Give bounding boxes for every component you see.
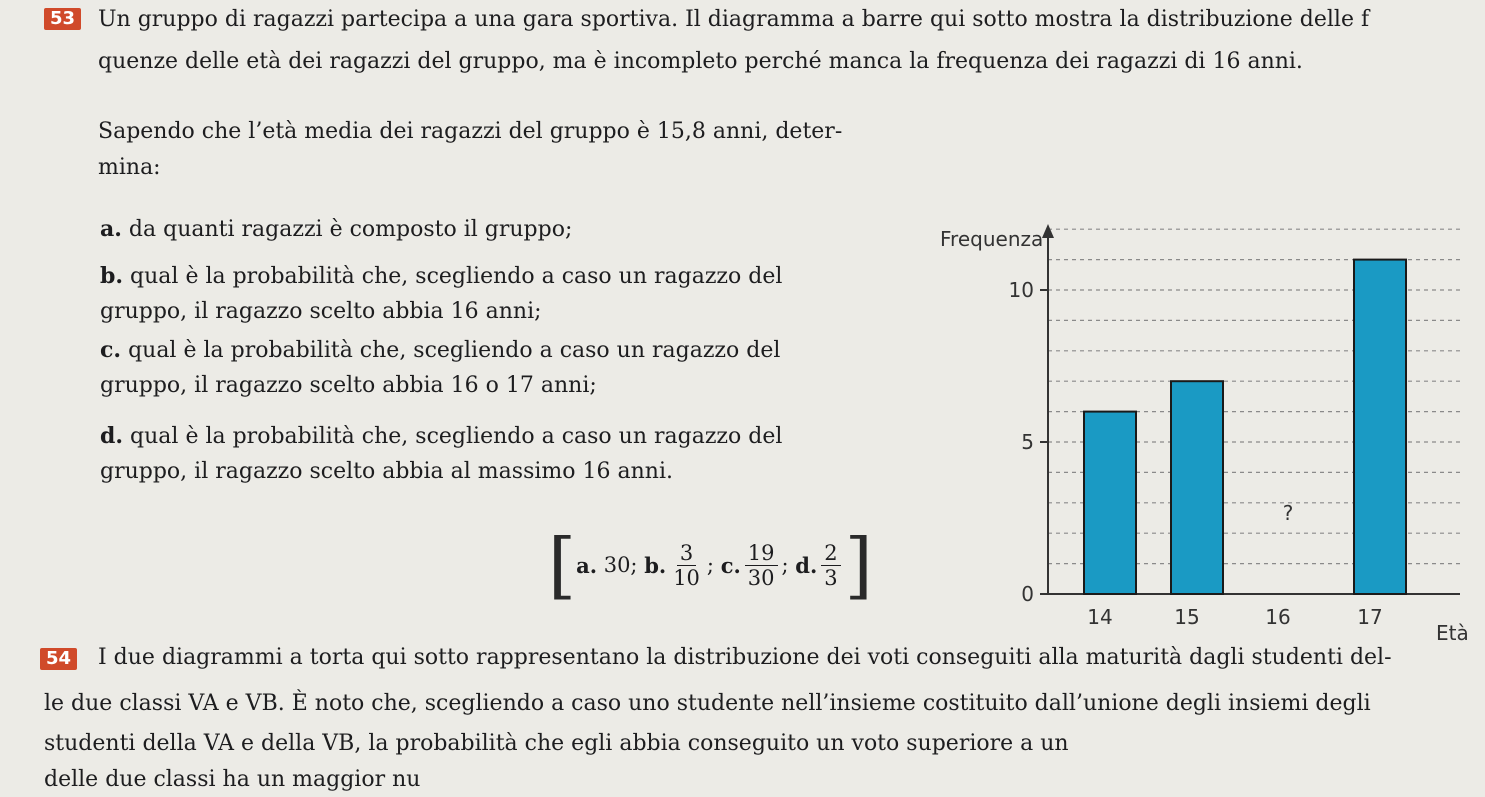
- x-tick-label: 16: [1265, 605, 1291, 629]
- missing-frequency-marker: ?: [1282, 501, 1294, 525]
- ex53-text-line-3: Sapendo che l’età media dei ragazzi del gruppo è 15,8 anni, deter-: [98, 119, 843, 144]
- item-text: qual è la probabilità che, scegliendo a caso un ragazzo del: [130, 424, 783, 449]
- answer-c-separator: ;: [781, 553, 789, 577]
- ex54-text-line-3: studenti della VA e della VB, la probabilità che egli abbia conseguito un voto superiore a un: [44, 731, 1069, 756]
- item-label: a.: [100, 216, 122, 242]
- y-tick-label: 10: [1008, 278, 1034, 302]
- y-axis-arrow: [1042, 224, 1054, 238]
- item-text: da quanti ragazzi è composto il gruppo;: [128, 217, 573, 242]
- answer-c-label: c.: [720, 552, 741, 578]
- y-axis-title: Frequenza: [940, 227, 1044, 251]
- ex54-text-line-4: delle due classi ha un maggior nu: [44, 767, 421, 792]
- answer-d-denominator: 3: [824, 565, 838, 590]
- x-axis-title: Età: [1436, 621, 1469, 645]
- bar-15: [1171, 381, 1223, 594]
- item-label: d.: [100, 423, 124, 449]
- bar-17: [1354, 260, 1406, 594]
- ex54-text-line-1: I due diagrammi a torta qui sotto rappresentano la distribuzione dei voti conseguiti alla maturità dagli studenti del-: [98, 645, 1392, 670]
- answer-b-separator: ;: [706, 553, 714, 577]
- y-tick-label: 5: [1021, 430, 1034, 454]
- ex53-text-line-4: mina:: [98, 155, 161, 180]
- ex54-text-line-2: le due classi VA e VB. È noto che, scegliendo a caso uno studente nell’insieme costituito dall’unione degli insiemi degli: [44, 691, 1371, 716]
- answer-d-label: d.: [795, 552, 818, 578]
- ex53-text-line-1: Un gruppo di ragazzi partecipa a una gara sportiva. Il diagramma a barre qui sotto mostra la distribuzione delle f: [98, 7, 1370, 32]
- item-label: b.: [100, 263, 124, 289]
- answer-c-numerator: 19: [745, 541, 778, 566]
- answer-b-numerator: 3: [677, 541, 696, 566]
- answer-b-denominator: 10: [673, 565, 700, 590]
- bar-14: [1084, 412, 1136, 594]
- right-bracket: ]: [844, 523, 873, 607]
- ex53-item-c-line-2: gruppo, il ragazzo scelto abbia 16 o 17 anni;: [100, 373, 597, 398]
- ex53-item-b-line-2: gruppo, il ragazzo scelto abbia 16 anni;: [100, 299, 542, 324]
- x-tick-label: 17: [1357, 605, 1383, 629]
- answer-d-numerator: 2: [821, 541, 840, 566]
- item-text: qual è la probabilità che, scegliendo a caso un ragazzo del: [130, 264, 783, 289]
- item-text: qual è la probabilità che, scegliendo a caso un ragazzo del: [128, 338, 781, 363]
- x-tick-label: 15: [1174, 605, 1200, 629]
- ex53-item-d-line-2: gruppo, il ragazzo scelto abbia al massimo 16 anni.: [100, 459, 673, 484]
- x-tick-label: 14: [1087, 605, 1113, 629]
- answer-a-value: 30;: [603, 553, 638, 577]
- answer-c-denominator: 30: [747, 565, 775, 590]
- left-bracket: [: [548, 523, 577, 607]
- exercise-number-53: 53: [44, 8, 81, 30]
- exercise-number-54: 54: [40, 648, 77, 670]
- chart-bars: [1084, 260, 1406, 594]
- y-tick-label: 0: [1021, 582, 1034, 606]
- item-label: c.: [100, 337, 122, 363]
- answer-b-label: b.: [644, 552, 667, 578]
- answer-a-label: a.: [576, 552, 598, 578]
- ex53-text-line-2: quenze delle età dei ragazzi del gruppo, ma è incompleto perché manca la frequenza dei ragazzi di 16 anni.: [98, 49, 1303, 74]
